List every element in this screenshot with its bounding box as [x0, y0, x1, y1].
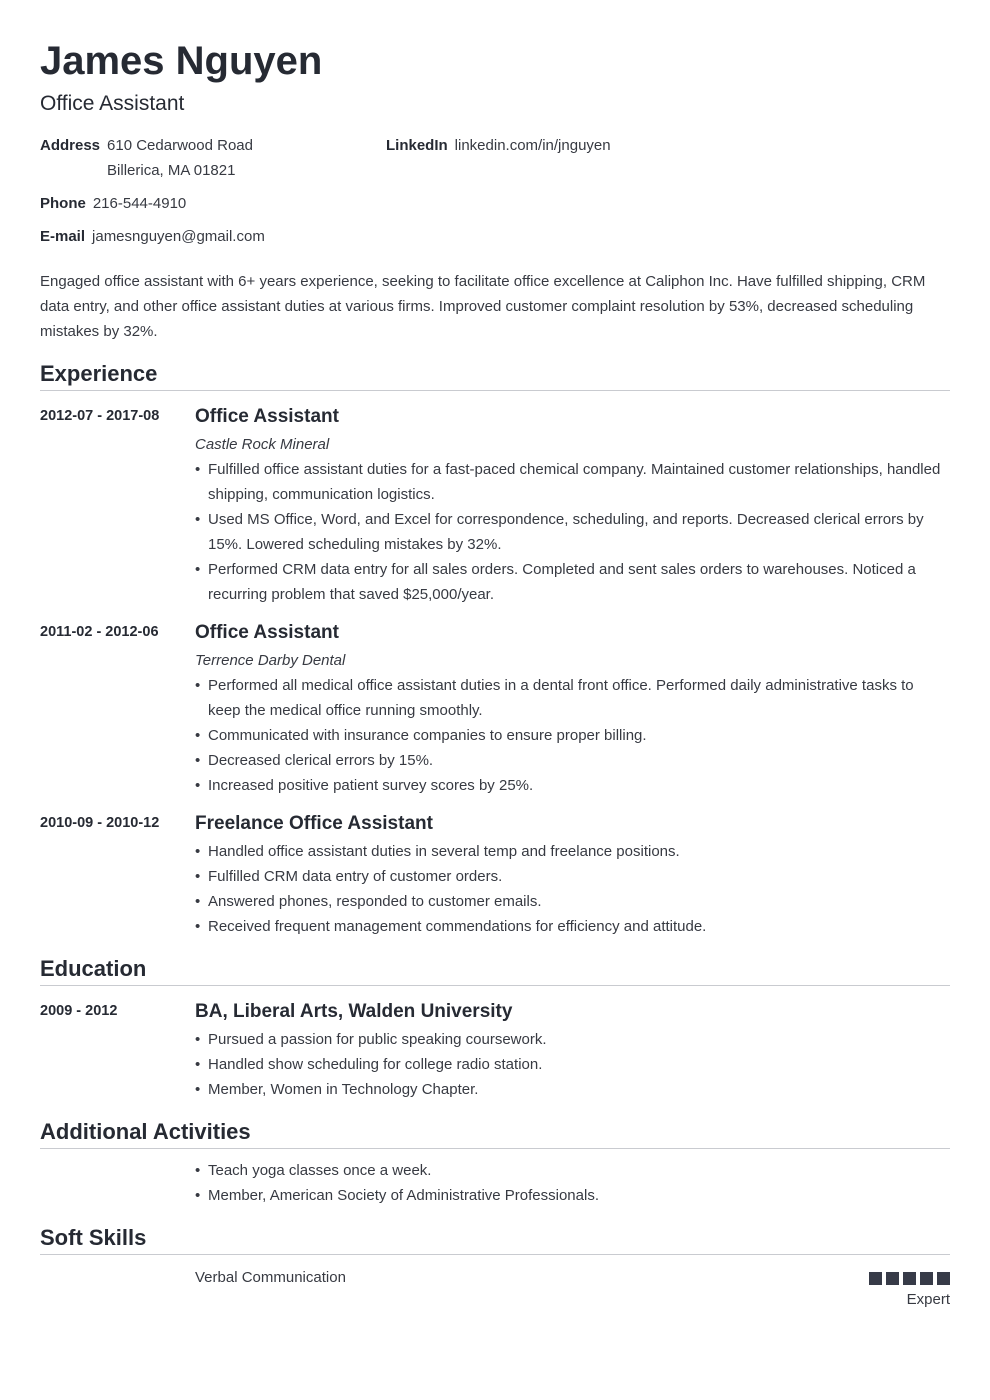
skill-level-square — [903, 1272, 916, 1285]
job-title: Office Assistant — [195, 622, 339, 643]
bullet-item: • Used MS Office, Word, and Excel for correspondence, scheduling, and reports. Decreased clerical errors by 15%. Lowered scheduling mistakes by 32%. — [195, 507, 950, 557]
job-title: Office Assistant — [195, 406, 339, 427]
candidate-name: James Nguyen — [40, 39, 323, 83]
summary: Engaged office assistant with 6+ years experience, seeking to facilitate office excellence at Caliphon Inc. Have fulfilled shipping, CRM data entry, and other office assistant duties at various firms. Improved customer complaint resolution by 53%, decreased scheduling mistakes by 32%. — [40, 273, 926, 340]
phone-value: 216-544-4910 — [92, 195, 187, 212]
skill-level-label: Expert — [906, 1291, 950, 1308]
linkedin-row — [386, 133, 611, 158]
bullet-item: • Decreased clerical errors by 15%. — [195, 748, 950, 773]
bullet-item: • Handled show scheduling for college radio station. — [195, 1052, 950, 1077]
bullet-item: • Performed all medical office assistant duties in a dental front office. Performed daily administrative tasks to keep the medical office running smoothly. — [195, 673, 950, 723]
job-body — [195, 619, 950, 798]
phone-label: Phone — [40, 195, 86, 212]
education-dates: 2009 - 2012 — [40, 1003, 118, 1019]
job-entry — [40, 810, 950, 939]
activities-bullets — [195, 1158, 950, 1208]
candidate-title: Office Assistant — [40, 92, 185, 115]
bullet-item: • Handled office assistant duties in several temp and freelance positions. — [195, 839, 950, 864]
address-label: Address — [40, 137, 101, 154]
job-body — [195, 403, 950, 607]
phone-row — [40, 191, 950, 216]
education-bullets — [195, 1027, 950, 1102]
job-dates: 2011-02 - 2012-06 — [40, 624, 159, 640]
skill-level-square — [886, 1272, 899, 1285]
activities-entry — [40, 1158, 950, 1208]
bullet-item: • Performed CRM data entry for all sales orders. Completed and sent sales orders to warehouses. Noticed a recurring problem that saved $25,000/year. — [195, 557, 950, 607]
education-title: BA, Liberal Arts, Walden University — [195, 1001, 513, 1022]
job-company: Castle Rock Mineral — [195, 436, 330, 453]
bullet-item: • Fulfilled office assistant duties for a fast-paced chemical company. Maintained customer relationships, handled shipping, communication logistics. — [195, 457, 950, 507]
job-dates: 2010-09 - 2010-12 — [40, 815, 160, 831]
skill-name: Verbal Communication — [195, 1269, 346, 1286]
linkedin-label: LinkedIn — [386, 137, 448, 154]
email-link[interactable]: jamesnguyen@gmail.com — [92, 228, 265, 245]
bullet-item: • Teach yoga classes once a week. — [195, 1158, 950, 1183]
bullet-item: • Member, Women in Technology Chapter. — [195, 1077, 950, 1102]
bullet-item: • Fulfilled CRM data entry of customer orders. — [195, 864, 950, 889]
education-heading: Education — [40, 956, 950, 986]
skill-level — [869, 1268, 950, 1310]
job-entry — [40, 619, 950, 798]
skill-level-meter — [869, 1272, 950, 1285]
email-row — [40, 224, 950, 249]
address-line1: 610 Cedarwood Road — [107, 137, 253, 154]
skill-level-square — [920, 1272, 933, 1285]
email-label: E-mail — [40, 228, 86, 245]
job-entry — [40, 403, 950, 607]
job-body — [195, 810, 950, 939]
experience-list — [40, 403, 950, 939]
bullet-item: • Pursued a passion for public speaking coursework. — [195, 1027, 950, 1052]
address-line2: Billerica, MA 01821 — [107, 162, 236, 179]
job-bullets — [195, 839, 950, 939]
job-title: Freelance Office Assistant — [195, 813, 433, 834]
bullet-item: • Increased positive patient survey scores by 25%. — [195, 773, 950, 798]
skill-row — [40, 1268, 950, 1310]
experience-heading: Experience — [40, 361, 950, 391]
bullet-item: • Received frequent management commendations for efficiency and attitude. — [195, 914, 950, 939]
skill-level-square — [937, 1272, 950, 1285]
soft-skills-heading: Soft Skills — [40, 1225, 950, 1255]
job-company: Terrence Darby Dental — [195, 652, 346, 669]
soft-skills-list — [40, 1268, 950, 1310]
activities-heading: Additional Activities — [40, 1119, 950, 1149]
linkedin-link[interactable]: linkedin.com/in/jnguyen — [454, 137, 611, 154]
education-entry — [40, 998, 950, 1102]
bullet-item: • Member, American Society of Administrative Professionals. — [195, 1183, 950, 1208]
bullet-item: • Answered phones, responded to customer emails. — [195, 889, 950, 914]
job-bullets — [195, 673, 950, 798]
bullet-item: • Communicated with insurance companies to ensure proper billing. — [195, 723, 950, 748]
contact-info — [40, 133, 950, 249]
job-dates: 2012-07 - 2017-08 — [40, 408, 160, 424]
skill-level-square — [869, 1272, 882, 1285]
job-bullets — [195, 457, 950, 607]
